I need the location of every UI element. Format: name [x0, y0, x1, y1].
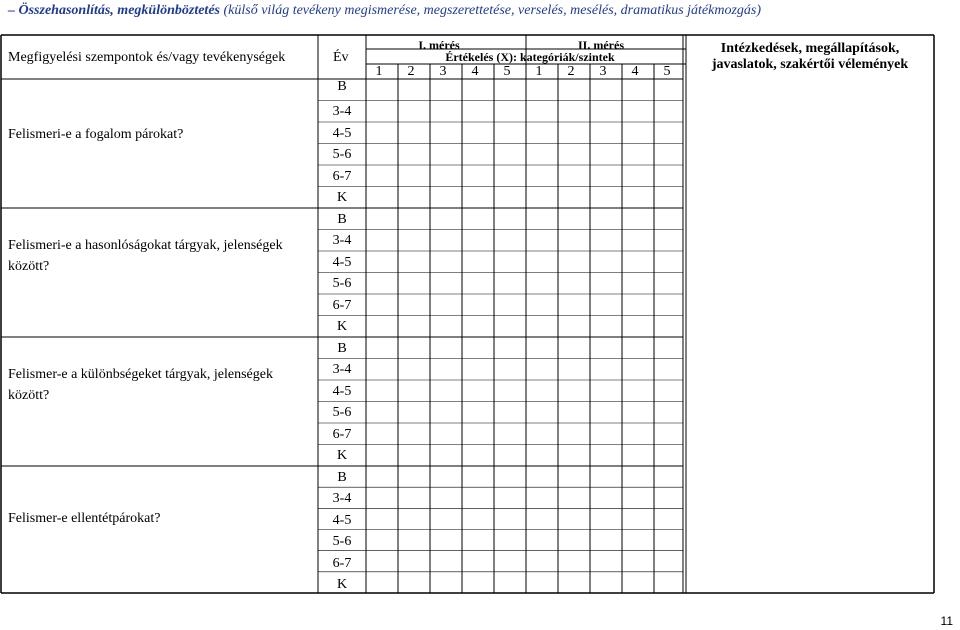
year-cell: 5-6: [332, 534, 352, 549]
year-cell: 5-6: [332, 276, 352, 291]
year-cell: 6-7: [332, 556, 352, 571]
category-label: 3: [599, 64, 607, 79]
year-cell: 6-7: [332, 169, 352, 184]
year-cell: B: [337, 341, 347, 356]
year-cell: 5-6: [332, 405, 352, 420]
remarks-column-header: Intézkedések, megállapítások, javaslatok, szakértői vélemények: [711, 41, 909, 72]
criterion-label: Felismer-e a különbségeket tárgyak, jelenségek között?: [8, 367, 273, 403]
year-cell: B: [337, 79, 347, 94]
category-label: 5: [663, 64, 671, 79]
year-column-header: Év: [333, 50, 349, 65]
category-label: 4: [631, 64, 639, 79]
measurement-2-header: II. mérés: [578, 38, 624, 52]
category-label: 4: [471, 64, 479, 79]
year-cell: 3-4: [332, 233, 352, 248]
category-label: 3: [439, 64, 447, 79]
category-label: 5: [503, 64, 511, 79]
year-cell: K: [336, 577, 348, 592]
year-cell: 6-7: [332, 427, 352, 442]
page-title-main: – Összehasonlítás, megkülönböztetés: [8, 3, 220, 18]
criterion-label: Felismeri-e a fogalom párokat?: [8, 127, 184, 142]
category-label: 1: [535, 64, 543, 79]
page-title: [8, 3, 761, 19]
year-cell: 4-5: [332, 513, 352, 528]
year-cell: K: [336, 319, 348, 334]
criteria-column-header: Megfigyelési szempontok és/vagy tevékenységek: [8, 50, 286, 65]
year-cell: 3-4: [332, 362, 352, 377]
year-cell: K: [336, 190, 348, 205]
year-cell: B: [337, 212, 347, 227]
year-cell: 3-4: [332, 104, 352, 119]
year-cell: 3-4: [332, 491, 352, 506]
year-cell: 5-6: [332, 147, 352, 162]
criterion-label: Felismeri-e a hasonlóságokat tárgyak, jelenségek között?: [8, 238, 283, 274]
category-label: 1: [375, 64, 383, 79]
year-cell: 6-7: [332, 298, 352, 313]
year-cell: B: [337, 470, 347, 485]
year-cell: 4-5: [332, 126, 352, 141]
category-label: 2: [567, 64, 575, 79]
year-cell: 4-5: [332, 384, 352, 399]
criterion-label: Felismer-e ellentétpárokat?: [8, 511, 161, 526]
rating-header: Értékelés (X): kategóriák/szintek: [445, 50, 615, 64]
page-number: 11: [940, 614, 953, 628]
year-cell: K: [336, 448, 348, 463]
year-cell: 4-5: [332, 255, 352, 270]
measurement-1-header: I. mérés: [418, 38, 460, 52]
page-title-subtitle: (külső világ tevékeny megismerése, megszerettetése, verselés, mesélés, dramatikus játékmozgás): [223, 3, 762, 18]
category-label: 2: [407, 64, 415, 79]
